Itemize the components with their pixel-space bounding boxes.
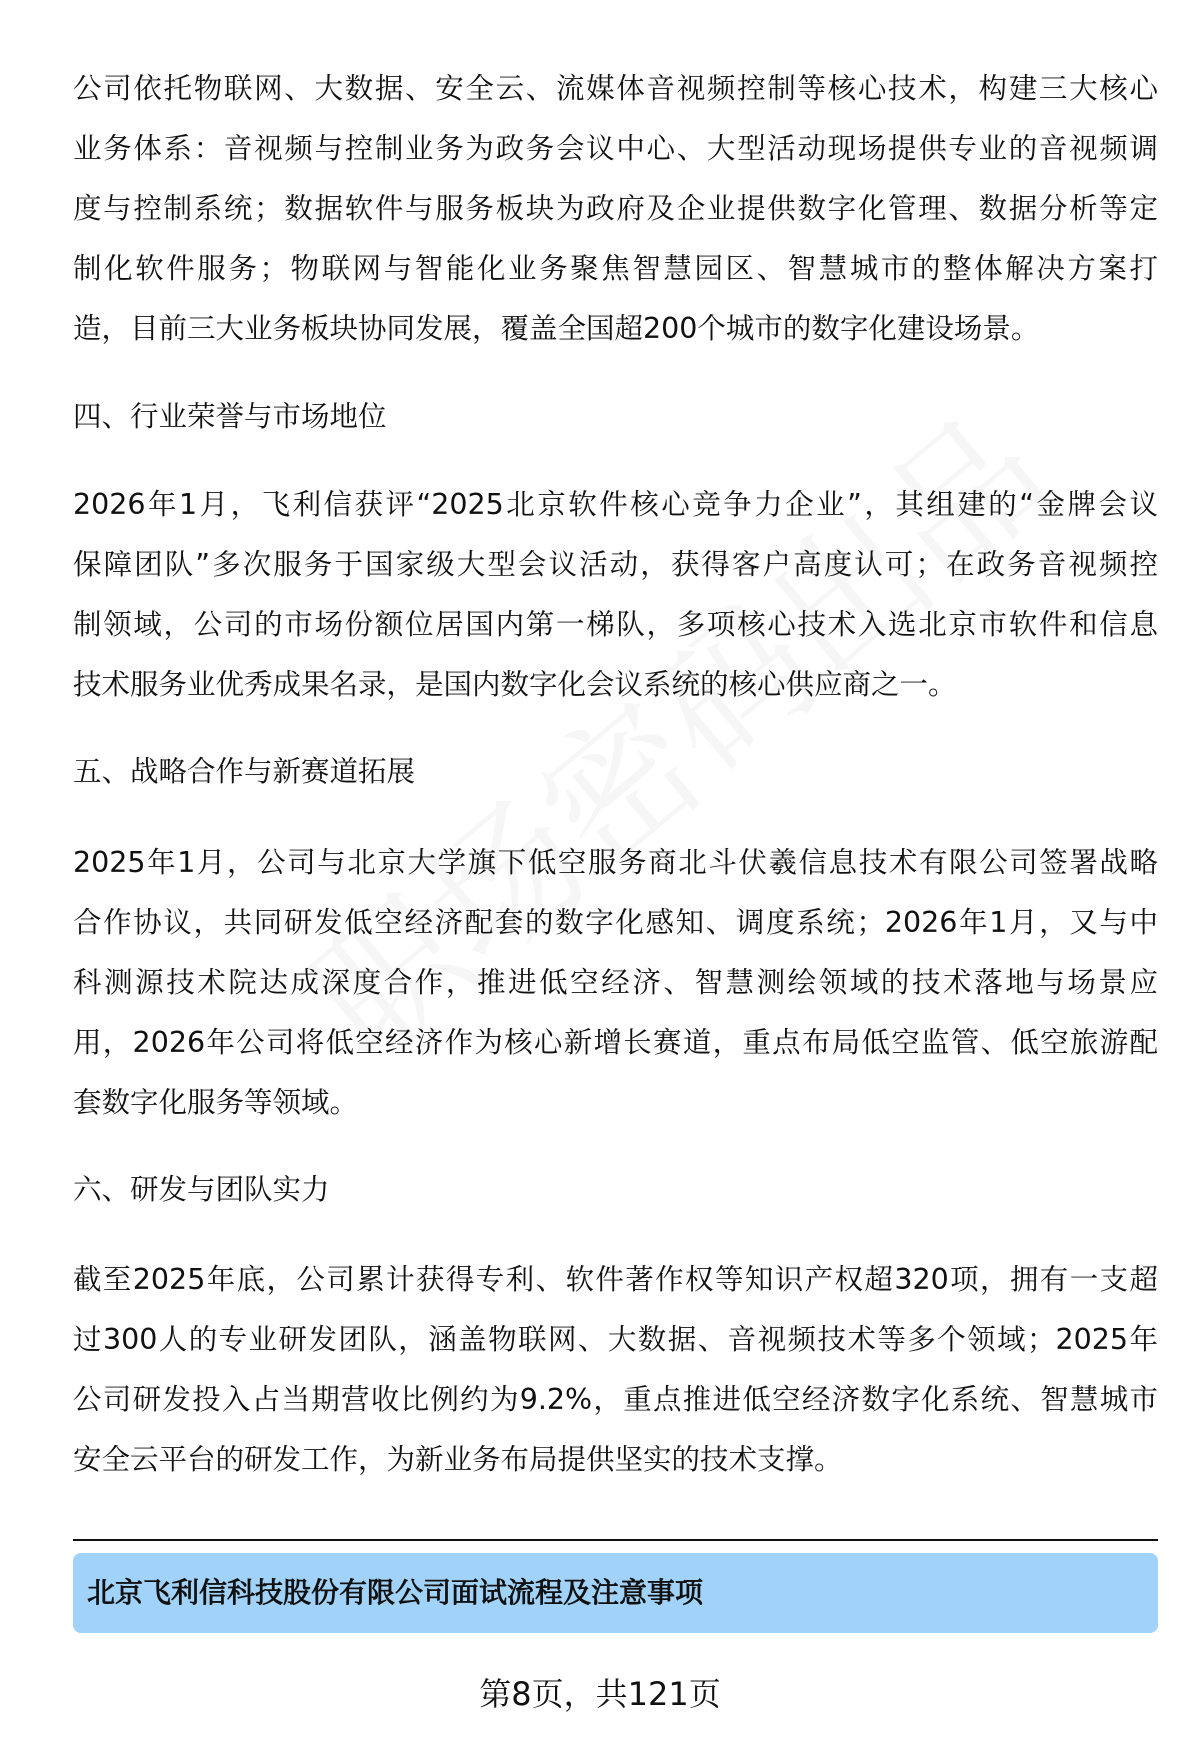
text-line: 套数字化服务等领域。 <box>73 1086 359 1119</box>
text-line: 公司研发投入占当期营收比例约为9.2%，重点推进低空经济数字化系统、智慧城市 <box>73 1383 1158 1416</box>
text-line: 合作协议，共同研发低空经济配套的数字化感知、调度系统；2026年1月，又与中 <box>73 906 1158 939</box>
text-line: 技术服务业优秀成果名录，是国内数字化会议系统的核心供应商之一。 <box>73 668 957 701</box>
paragraph-rnd <box>73 1250 1158 1490</box>
section-heading-strategy: 五、战略合作与新赛道拓展 <box>73 755 416 788</box>
text-line: 2025年1月，公司与北京大学旗下低空服务商北斗伏羲信息技术有限公司签署战略 <box>73 846 1158 879</box>
text-line: 造，目前三大业务板块协同发展，覆盖全国超200个城市的数字化建设场景。 <box>73 312 1040 345</box>
section-heading-rnd: 六、研发与团队实力 <box>73 1173 330 1206</box>
text-line: 公司依托物联网、大数据、安全云、流媒体音视频控制等核心技术，构建三大核心 <box>73 72 1158 105</box>
text-line: 2026年1月，飞利信获评“2025北京软件核心竞争力企业”，其组建的“金牌会议 <box>73 488 1158 521</box>
text-line: 制领域，公司的市场份额位居国内第一梯队，多项核心技术入选北京市软件和信息 <box>73 608 1158 641</box>
text-line: 安全云平台的研发工作，为新业务布局提供坚实的技术支撑。 <box>73 1443 843 1476</box>
text-line: 业务体系：音视频与控制业务为政务会议中心、大型活动现场提供专业的音视频调 <box>73 132 1158 165</box>
divider <box>73 1539 1158 1541</box>
text-line: 科测源技术院达成深度合作，推进低空经济、智慧测绘领域的技术落地与场景应 <box>73 966 1158 999</box>
text-line: 度与控制系统；数据软件与服务板块为政府及企业提供数字化管理、数据分析等定 <box>73 192 1158 225</box>
paragraph-strategy <box>73 833 1158 1133</box>
text-line: 保障团队”多次服务于国家级大型会议活动，获得客户高度认可；在政务音视频控 <box>73 548 1158 581</box>
paragraph-business <box>73 59 1158 359</box>
section-heading-honors: 四、行业荣誉与市场地位 <box>73 400 387 433</box>
section-banner <box>73 1553 1158 1633</box>
page-number: 第8页，共121页 <box>479 1675 721 1713</box>
text-line: 用，2026年公司将低空经济作为核心新增长赛道，重点布局低空监管、低空旅游配 <box>73 1026 1158 1059</box>
paragraph-honors <box>73 475 1158 715</box>
text-line: 截至2025年底，公司累计获得专利、软件著作权等知识产权超320项，拥有一支超 <box>73 1263 1158 1296</box>
banner-title: 北京飞利信科技股份有限公司面试流程及注意事项 <box>87 1576 704 1609</box>
text-line: 制化软件服务；物联网与智能化业务聚焦智慧园区、智慧城市的整体解决方案打 <box>73 252 1158 285</box>
text-line: 过300人的专业研发团队，涵盖物联网、大数据、音视频技术等多个领域；2025年 <box>73 1323 1158 1356</box>
